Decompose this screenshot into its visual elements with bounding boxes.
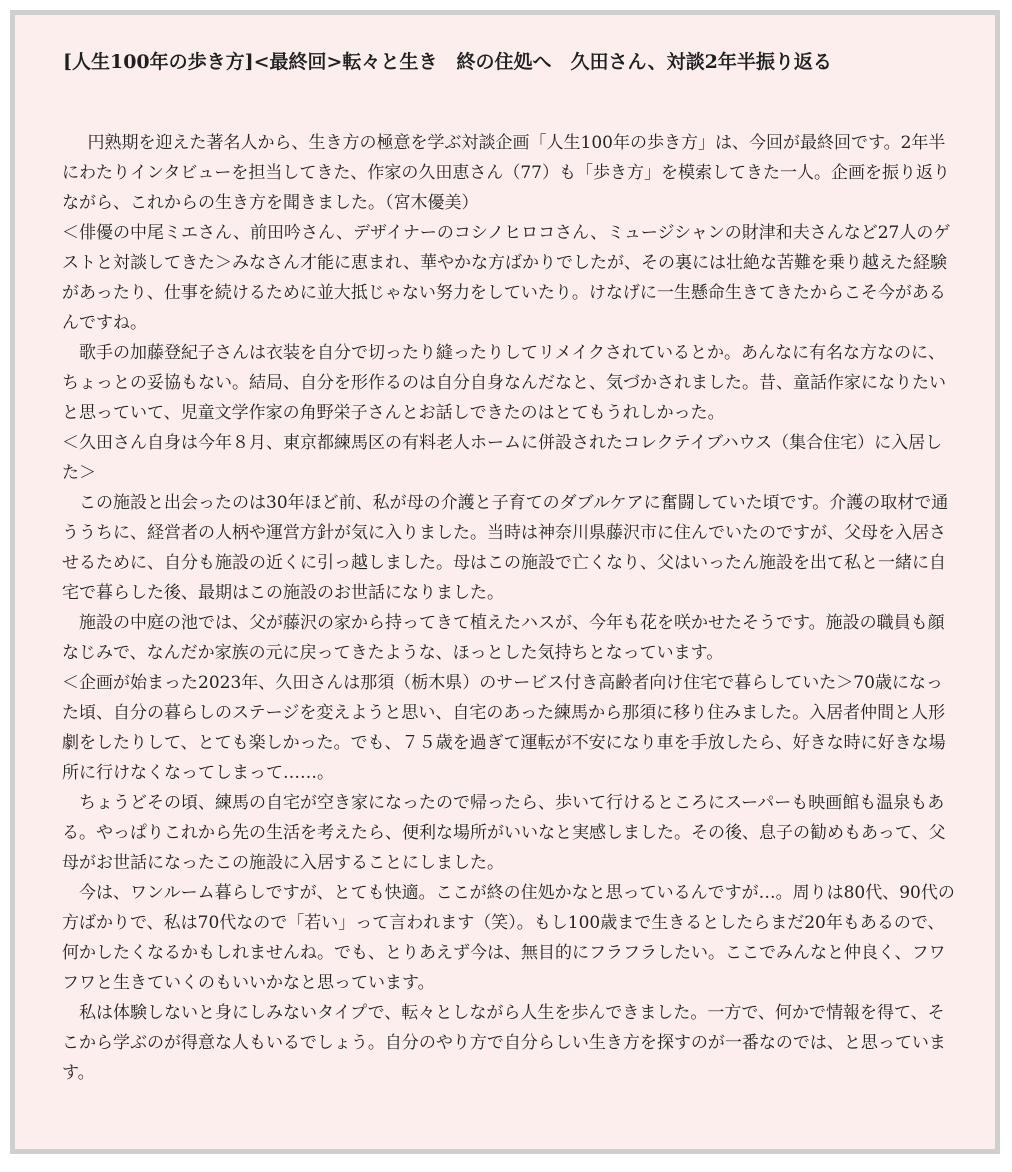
article-paragraph: 円熟期を迎えた著名人から、生き方の極意を学ぶ対談企画「人生100年の歩き方」は、今回が最終回です。2年半にわたりインタビューを担当してきた、作家の久田恵さん（77）も「歩き方」を模索してきた一人。企画を振り返りながら、これからの生き方を聞きました。（宮木優美）	[62, 133, 950, 213]
article-body	[62, 128, 955, 1088]
article-paragraph: 私は体験しないと身にしみないタイプで、転々としながら人生を歩んできました。一方で、何かで情報を得て、そこから学ぶのが得意な人もいるでしょう。自分のやり方で自分らしい生き方を探すのが一番なのでは、と思っています。	[62, 1003, 946, 1083]
article-paragraph: ちょうどその頃、練馬の自宅が空き家になったので帰ったら、歩いて行けるところにスーパーも映画館も温泉もある。やっぱりこれから先の生活を考えたら、便利な場所がいいなと実感しました。その後、息子の勧めもあって、父母がお世話になったこの施設に入居することにしました。	[62, 793, 946, 873]
article-card	[10, 10, 1000, 1154]
article-paragraph: ＜久田さん自身は今年８月、東京都練馬区の有料老人ホームに併設されたコレクテイブハウス（集合住宅）に入居した＞	[62, 433, 943, 483]
article-paragraph: ＜企画が始まった2023年、久田さんは那須（栃木県）のサービス付き高齢者向け住宅で暮らしていた＞70歳になった頃、自分の暮らしのステージを変えようと思い、自宅のあった練馬から那須に移り住みました。入居者仲間と人形劇をしたりして、とても楽しかった。でも、７５歳を過ぎて運転が不安になり車を手放したら、好きな時に好きな場所に行けなくなってしまって……。	[62, 673, 946, 783]
article-paragraph: 施設の中庭の池では、父が藤沢の家から持ってきて植えたハスが、今年も花を咲かせたそうです。施設の職員も顔なじみで、なんだか家族の元に戻ってきたような、ほっとした気持ちとなっています。	[62, 613, 945, 663]
article-headline: [人生100年の歩き方]<最終回>転々と生き 終の住処へ 久田さん、対談2年半振り返る	[63, 51, 832, 73]
article-paragraph: ＜俳優の中尾ミエさん、前田吟さん、デザイナーのコシノヒロコさん、ミュージシャンの財津和夫さんなど27人のゲストと対談してきた＞みなさん才能に恵まれ、華やかな方ばかりでしたが、その裏には壮絶な苦難を乗り越えた経験があったり、仕事を続けるために並大抵じゃない努力をしていたり。けなげに一生懸命生きてきたからこそ今があるんですね。	[62, 223, 951, 333]
article-paragraph: 歌手の加藤登紀子さんは衣装を自分で切ったり縫ったりしてリメイクされているとか。あんなに有名な方なのに、ちょっとの妥協もない。結局、自分を形作るのは自分自身なんだなと、気づかされました。昔、童話作家になりたいと思っていて、児童文学作家の角野栄子さんとお話しできたのはとてもうれしかった。	[62, 343, 946, 423]
article-paragraph: 今は、ワンルーム暮らしですが、とても快適。ここが終の住処かなと思っているんですが…。周りは80代、90代の方ばかりで、私は70代なので「若い」って言われます（笑）。もし100歳まで生きるとしたらまだ20年もあるので、何かしたくなるかもしれませんね。でも、とりあえず今は、無目的にフラフラしたい。ここでみんなと仲良く、フワフワと生きていくのもいいかなと思っています。	[62, 883, 955, 993]
article-paragraph: この施設と出会ったのは30年ほど前、私が母の介護と子育てのダブルケアに奮闘していた頃です。介護の取材で通ううちに、経営者の人柄や運営方針が気に入りました。当時は神奈川県藤沢市に住んでいたのですが、父母を入居させるために、自分も施設の近くに引っ越しました。母はこの施設で亡くなり、父はいったん施設を出て私と一緒に自宅で暮らした後、最期はこの施設のお世話になりました。	[62, 493, 949, 603]
